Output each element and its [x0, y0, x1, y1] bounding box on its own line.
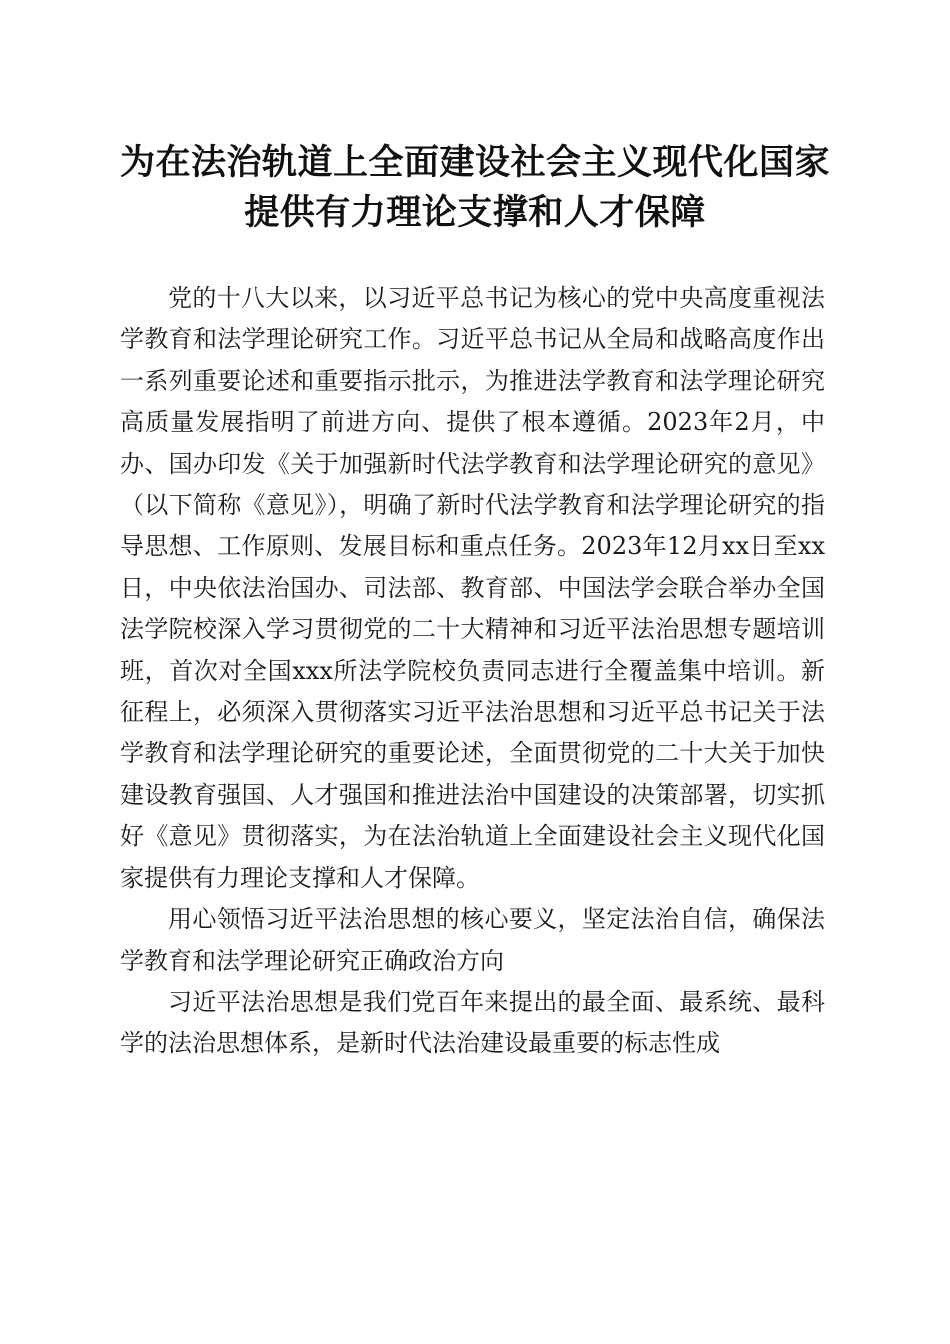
- paragraph-section-body: 习近平法治思想是我们党百年来提出的最全面、最系统、最科学的法治思想体系，是新时代法治建设最重要的标志性成: [120, 987, 825, 1058]
- document-body: [120, 278, 825, 1065]
- paragraph-intro: 党的十八大以来，以习近平总书记为核心的党中央高度重视法学教育和法学理论研究工作。习近平总书记从全局和战略高度作出一系列重要论述和重要指示批示，为推进法学教育和法学理论研究高质量发展指明了前进方向、提供了根本遵循。2023年2月，中办、国办印发《关于加强新时代法学教育和法学理论研究的意见》（以下简称《意见》），明确了新时代法学教育和法学理论研究的指导思想、工作原则、发展目标和重点任务。2023年12月xx日至xx日，中央依法治国办、司法部、教育部、中国法学会联合举办全国法学院校深入学习贯彻党的二十大精神和习近平法治思想专题培训班，首次对全国xxx所法学院校负责同志进行全覆盖集中培训。新征程上，必须深入贯彻落实习近平法治思想和习近平总书记关于法学教育和法学理论研究的重要论述，全面贯彻党的二十大关于加快建设教育强国、人才强国和推进法治中国建设的决策部署，切实抓好《意见》贯彻落实，为在法治轨道上全面建设社会主义现代化国家提供有力理论支撑和人才保障。: [120, 284, 825, 892]
- document-title: [100, 138, 850, 238]
- title-line-2: 提供有力理论支撑和人才保障: [244, 192, 706, 233]
- paragraph-section-heading: 用心领悟习近平法治思想的核心要义，坚定法治自信，确保法学教育和法学理论研究正确政治方向: [120, 905, 825, 975]
- title-line-1: 为在法治轨道上全面建设社会主义现代化国家: [119, 142, 830, 183]
